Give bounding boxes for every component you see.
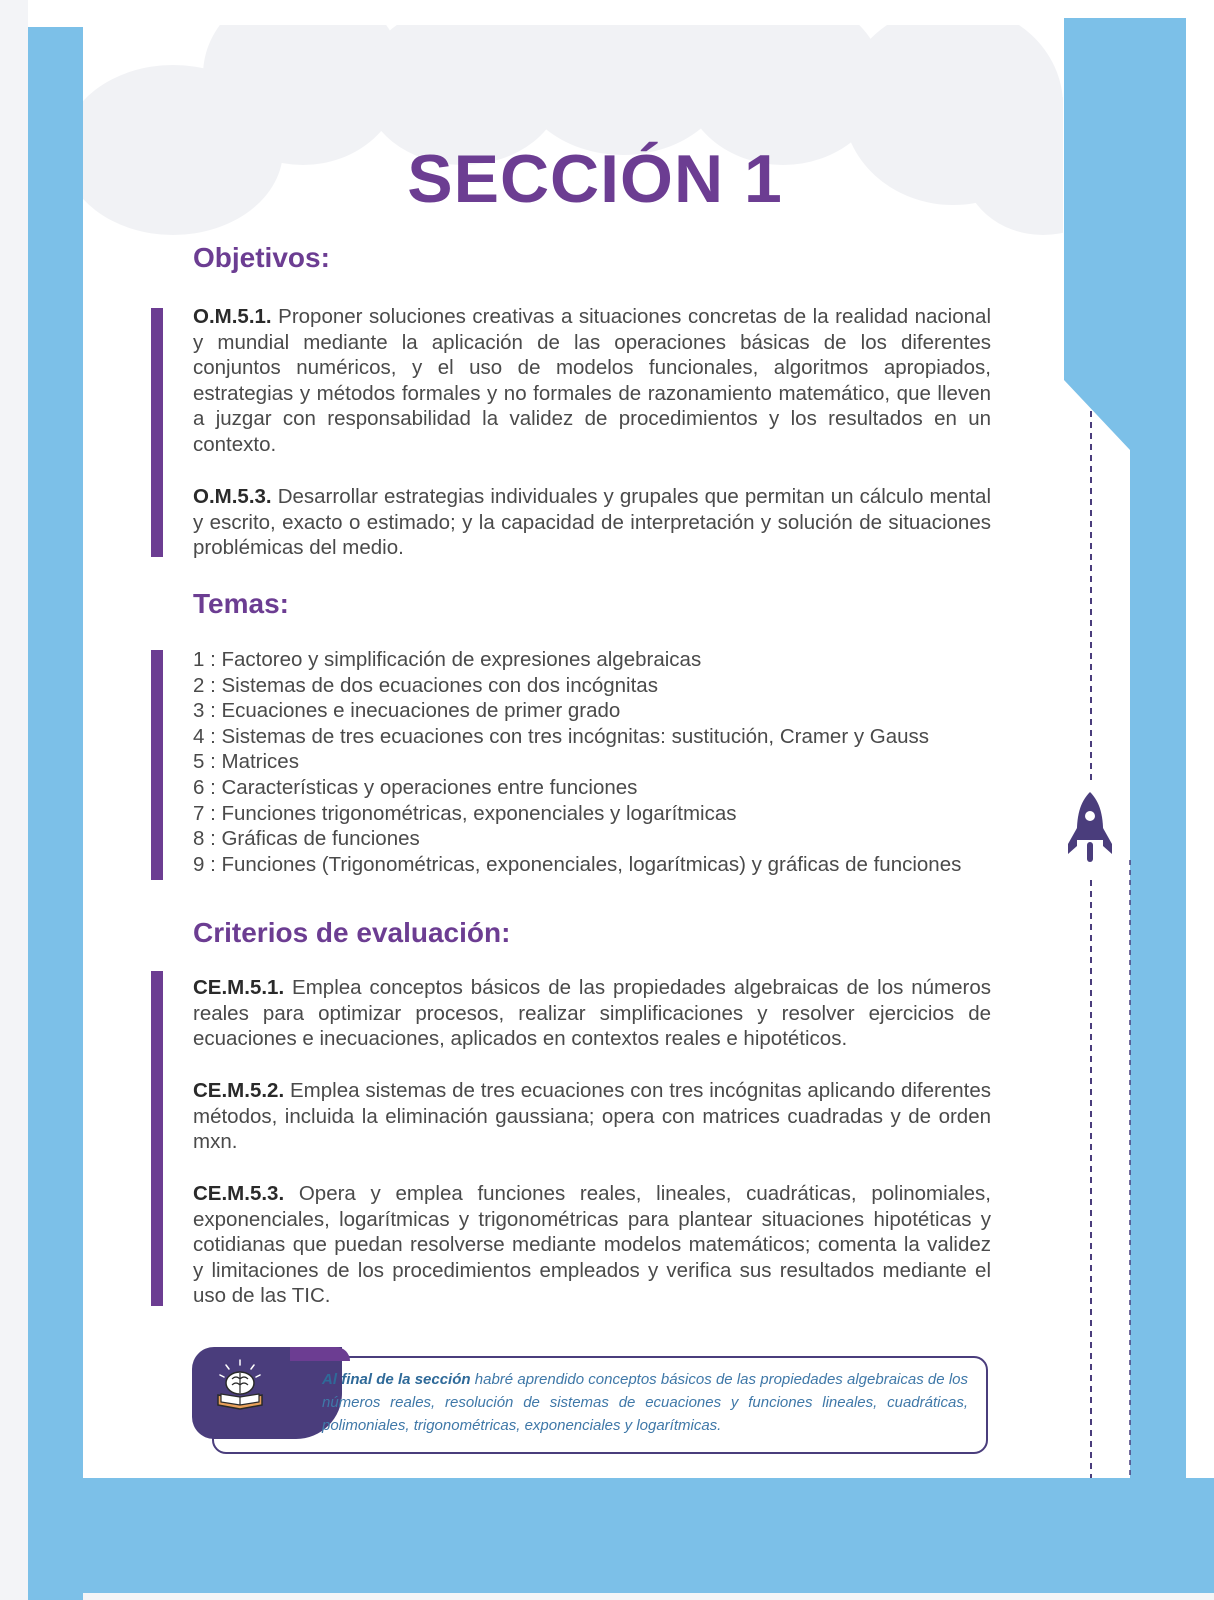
- brain-book-icon: [212, 1357, 268, 1413]
- frame-left-bar: [28, 27, 83, 1600]
- criterion-text: Opera y emplea funciones reales, lineales, cuadráticas, polinomiales, exponenciales, logarítmicas y trigonométricas para plantear situaciones hipotéticas y cotidianas que puedan resolverse mediante modelos matemáticos; comenta la validez y limitaciones de los procedimientos empleados y verifica sus resultados mediante el uso de las TIC.: [193, 1182, 991, 1307]
- topic-item: 8 : Gráficas de funciones: [193, 827, 420, 851]
- topics-list: [193, 647, 993, 877]
- rocket-icon: [1066, 790, 1114, 870]
- topic-item: 9 : Funciones (Trigonométricas, exponenciales, logarítmicas) y gráficas de funciones: [193, 852, 962, 876]
- page-margin: [0, 0, 28, 1600]
- topic-item: 6 : Características y operaciones entre funciones: [193, 775, 638, 799]
- criteria-heading: Criterios de evaluación:: [193, 917, 511, 948]
- criterion-item: [193, 1181, 991, 1309]
- criterion-text: Emplea sistemas de tres ecuaciones con tres incógnitas aplicando diferentes métodos, incluida la eliminación gaussiana; opera con matrices cuadradas y de orden mxn.: [193, 1079, 991, 1153]
- topic-item: 1 : Factoreo y simplificación de expresiones algebraicas: [193, 648, 702, 671]
- objectives-accent-bar: [151, 308, 163, 557]
- objectives-heading: Objetivos:: [193, 242, 330, 273]
- topic-item: 3 : Ecuaciones e inecuaciones de primer grado: [193, 699, 621, 723]
- criterion-text: Emplea conceptos básicos de las propiedades algebraicas de los números reales para optimizar procesos, realizar simplificaciones y resolver ejercicios de ecuaciones e inecuaciones, aplicados en contextos reales e hipotéticos.: [193, 976, 992, 1050]
- objective-item: [193, 484, 991, 561]
- learning-note-body: habré aprendido conceptos básicos de las propiedades algebraicas de los números reales, resolución de sistemas de ecuaciones y funciones lineales, cuadráticas, polimoniales, trigonométricas, exponenciales y logarítmicas.: [322, 1371, 968, 1434]
- topic-item: 7 : Funciones trigonométricas, exponenciales y logarítmicas: [193, 801, 737, 825]
- topic-item: 4 : Sistemas de tres ecuaciones con tres incógnitas: sustitución, Cramer y Gauss: [193, 724, 930, 748]
- learning-note-lead: Al final de la sección: [322, 1371, 471, 1388]
- criteria-accent-bar: [151, 971, 163, 1306]
- topics-heading: Temas:: [193, 588, 289, 619]
- bottom-strip: [83, 1593, 1214, 1600]
- page-title: SECCIÓN 1: [407, 141, 783, 217]
- topic-item: 2 : Sistemas de dos ecuaciones con dos incógnitas: [193, 673, 658, 697]
- frame-right-panel: [1064, 18, 1186, 1478]
- frame-bottom-bar: [28, 1478, 1214, 1593]
- criterion-code: CE.M.5.1.: [193, 976, 285, 999]
- topic-item: 5 : Matrices: [193, 750, 299, 774]
- objective-text: Desarrollar estrategias individuales y grupales que permitan un cálculo mental y escrito, exacto o estimado; y la capacidad de interpretación y solución de situaciones problémicas del medio.: [193, 485, 991, 559]
- criterion-code: CE.M.5.3.: [193, 1182, 285, 1205]
- learning-note-text: [322, 1368, 968, 1437]
- objective-code: O.M.5.1.: [193, 305, 272, 328]
- criterion-code: CE.M.5.2.: [193, 1079, 285, 1102]
- objective-item: [193, 304, 991, 457]
- criterion-item: [193, 975, 991, 1052]
- top-strip: [83, 0, 1063, 25]
- objective-code: O.M.5.3.: [193, 485, 272, 508]
- objective-text: Proponer soluciones creativas a situaciones concretas de la realidad nacional y mundial mediante la aplicación de las operaciones básicas de los diferentes conjuntos numéricos, y el uso de modelos funcionales, algoritmos apropiados, estrategias y métodos formales y no formales de razonamiento matemático, que lleven a juzgar con responsabilidad la validez de procedimientos y los resultados en un contexto.: [193, 305, 991, 456]
- learning-note-tab-accent: [290, 1347, 350, 1361]
- topics-accent-bar: [151, 650, 163, 880]
- criterion-item: [193, 1078, 991, 1155]
